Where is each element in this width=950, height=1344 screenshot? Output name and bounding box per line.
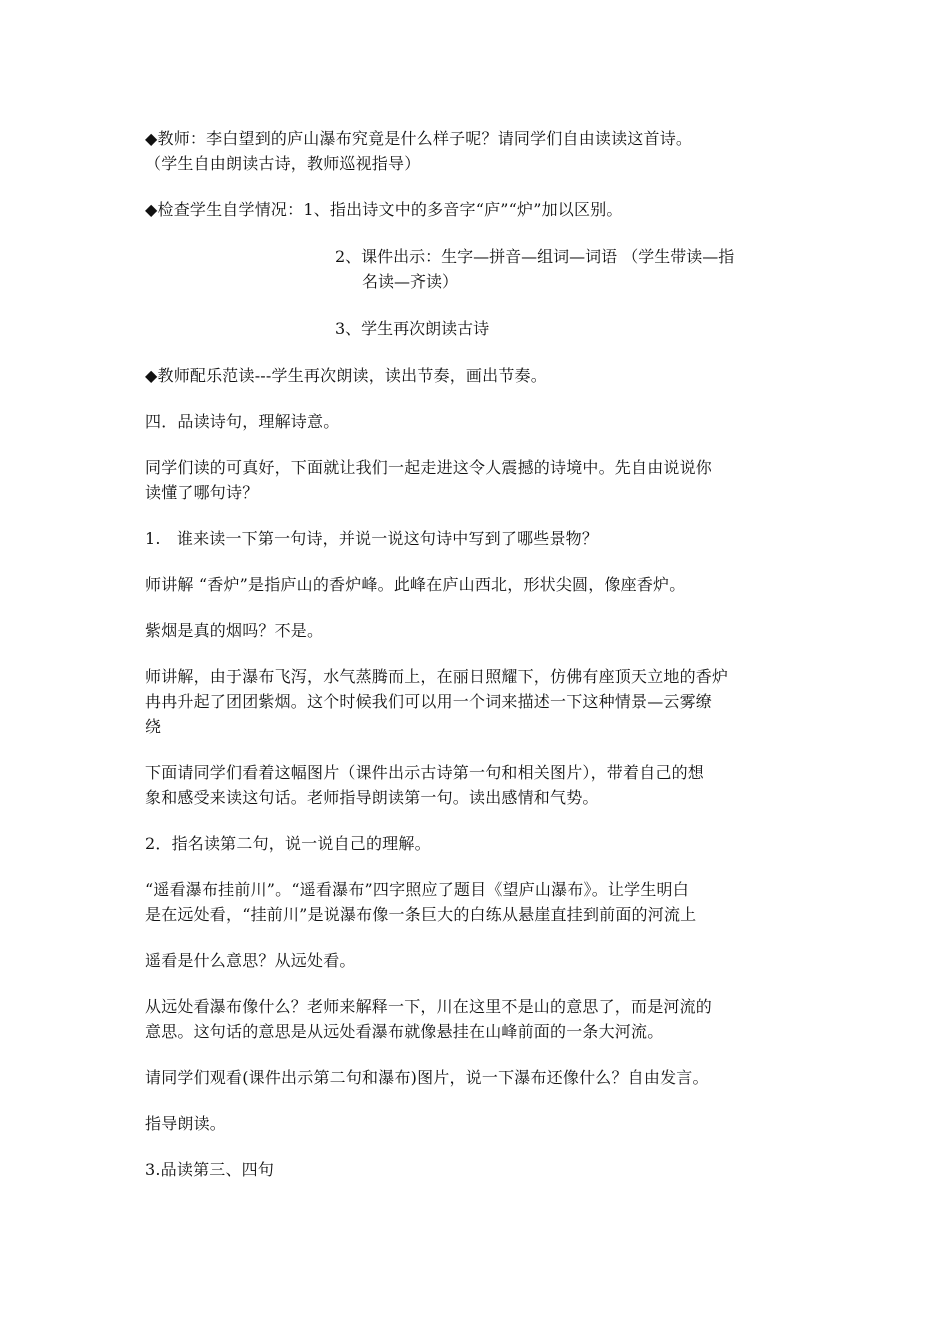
paragraph-teacher-question [145,126,810,176]
paragraph-teacher-read: ◆教师配乐范读---学生再次朗读，读出节奏，画出节奏。 [145,366,547,385]
explanation-far-look [145,994,810,1044]
explanation-line-2 [145,877,810,927]
section-heading-4: 四．品读诗句，理解诗意。 [145,412,340,431]
text-line: 象和感受来读这句话。老师指导朗读第一句。读出感情和气势。 [145,788,599,807]
explanation-xianglu: 师讲解 “香炉”是指庐山的香炉峰。此峰在庐山西北，形状尖圆，像座香炉。 [145,575,686,594]
question-2: 2．指名读第二句，说一说自己的理解。 [145,834,431,853]
question-far-look: 遥看是什么意思？从远处看。 [145,951,356,970]
text-line: 意思。这句话的意思是从远处看瀑布就像悬挂在山峰前面的一条大河流。 [145,1022,664,1041]
text-line: 3、学生再次朗读古诗 [335,319,490,338]
text-line: 从远处看瀑布像什么？老师来解释一下，川在这里不是山的意思了，而是河流的 [145,997,713,1016]
question-3: 3.品读第三、四句 [145,1160,275,1179]
paragraph-check-self-study [145,197,810,222]
document-page [145,126,810,1203]
paragraph-picture-1 [145,760,810,810]
text-line: ◆教师：李白望到的庐山瀑布究竟是什么样子呢？请同学们自由读读这首诗。 [145,129,693,148]
paragraph-intro [145,455,810,505]
text-line: 名读—齐读） [362,272,459,291]
check-item-1: 1、指出诗文中的多音字“庐”“炉”加以区别。 [303,200,623,219]
text-line: 2、课件出示：生字—拼音—组词—词语 （学生带读—指 [335,247,735,266]
text-line: 师讲解，由于瀑布飞泻，水气蒸腾而上，在丽日照耀下，仿佛有座顶天立地的香炉 [145,667,729,686]
question-1: 1. 谁来读一下第一句诗，并说一说这句诗中写到了哪些景物？ [145,529,599,548]
text-line: 下面请同学们看着这幅图片（课件出示古诗第一句和相关图片），带着自己的想 [145,763,705,782]
paragraph-picture-2: 请同学们观看(课件出示第二句和瀑布)图片，说一下瀑布还像什么？自由发言。 [145,1068,709,1087]
check-item-3 [335,316,810,341]
text-line: “遥看瀑布挂前川”。“遥看瀑布”四字照应了题目《望庐山瀑布》。让学生明白 [145,880,689,899]
explanation-mist [145,664,810,739]
text-line: 冉冉升起了团团紫烟。这个时候我们可以用一个词来描述一下这种情景—云雾缭 [145,692,713,711]
text-line: 读懂了哪句诗？ [145,483,259,502]
check-item-2 [335,244,810,294]
text-line: 同学们读的可真好，下面就让我们一起走进这令人震撼的诗境中。先自由说说你 [145,458,713,477]
paragraph-guide-reading: 指导朗读。 [145,1114,227,1133]
question-smoke: 紫烟是真的烟吗？不是。 [145,621,324,640]
text-line: 是在远处看，“挂前川”是说瀑布像一条巨大的白练从悬崖直挂到前面的河流上 [145,905,697,924]
text-line: 绕 [145,717,162,736]
check-prefix: ◆检查学生自学情况： [145,200,304,219]
text-line: （学生自由朗读古诗，教师巡视指导） [145,154,421,173]
